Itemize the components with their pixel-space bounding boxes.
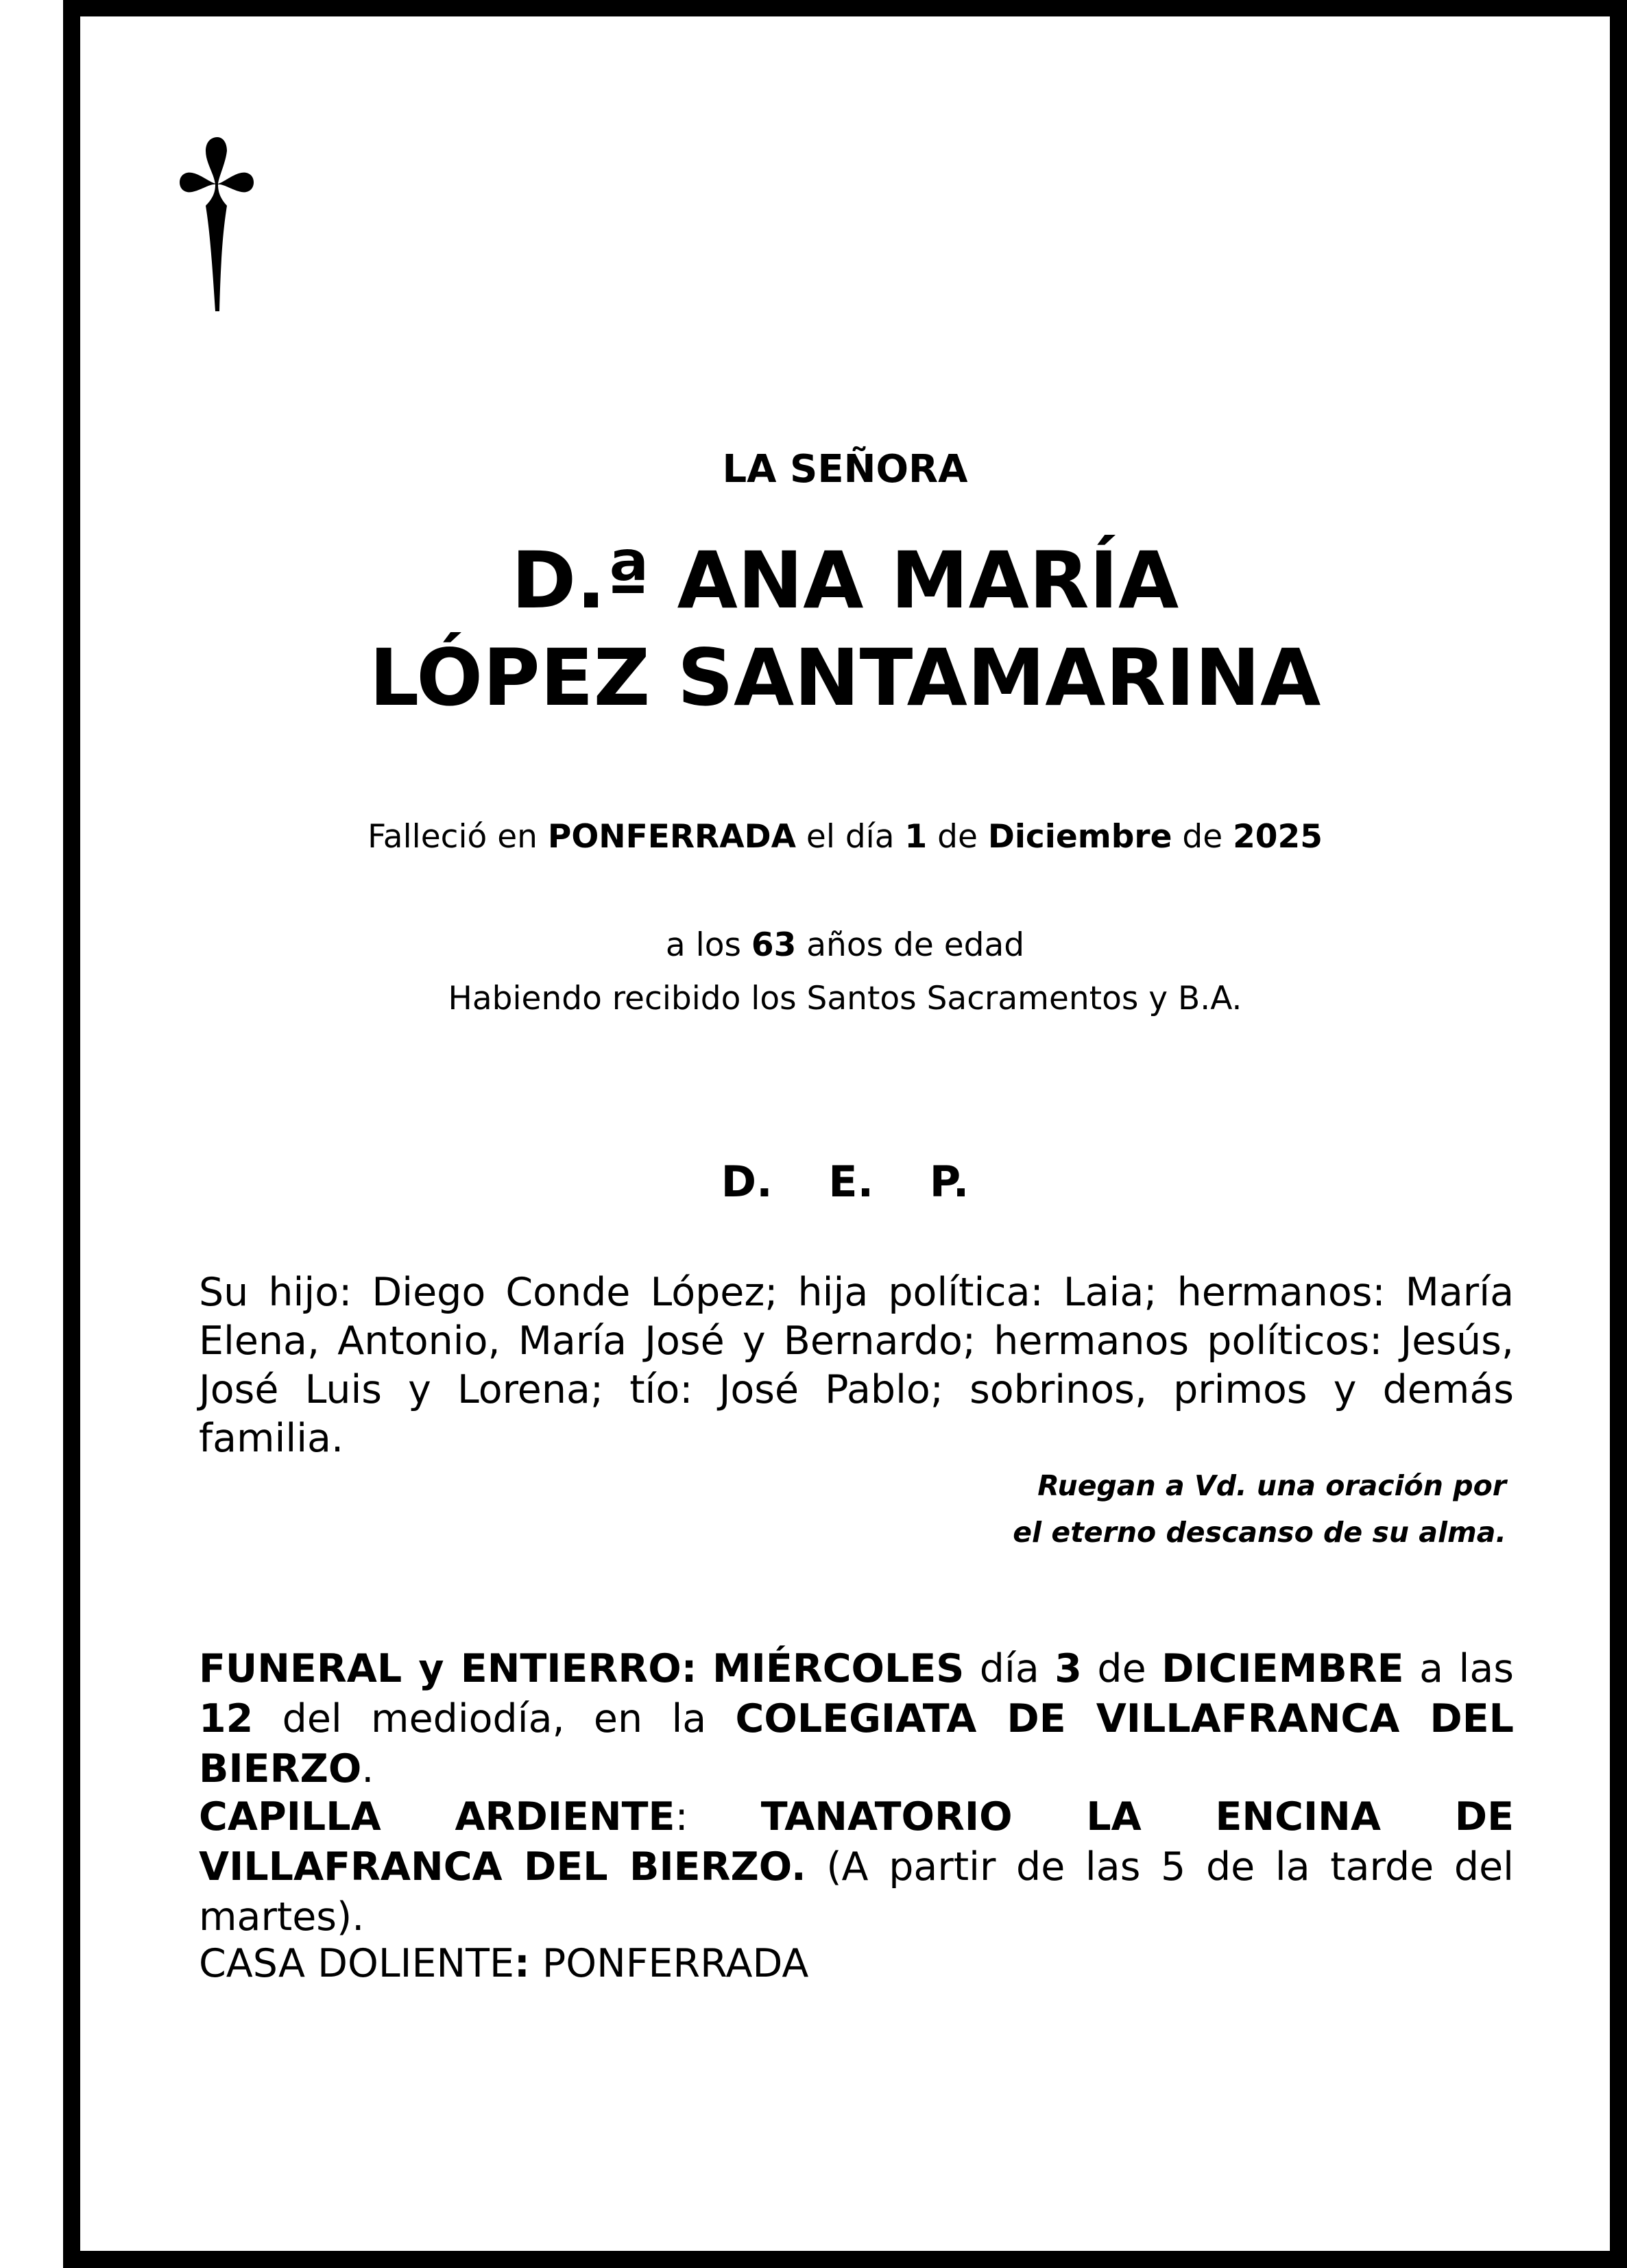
border-left [63, 0, 80, 2268]
prayer-line-1: Ruegan a Vd. una oración por [1037, 1469, 1506, 1502]
border-top [63, 0, 1627, 16]
text: Falleció en [367, 818, 548, 856]
funeral-place: COLEGIATA DE VILLAFRANCA DEL BIERZO [199, 1696, 1514, 1792]
text: de [927, 818, 988, 856]
mourning-house-value: PONFERRADA [529, 1941, 809, 1986]
chapel-label: CAPILLA ARDIENTE [199, 1794, 675, 1839]
sacraments-line: Habiendo recibido los Santos Sacramentos y B.A. [448, 980, 1242, 1017]
border-right [1610, 0, 1627, 2268]
funeral-label: FUNERAL y ENTIERRO: [199, 1646, 697, 1691]
funeral-hour: 12 [199, 1696, 254, 1741]
text: de [1081, 1646, 1162, 1691]
deceased-name-line-1: D.ª ANA MARÍA [511, 535, 1179, 626]
mourning-house-info [199, 1939, 1514, 1989]
age-value: 63 [751, 926, 797, 964]
age-line [80, 926, 1610, 964]
family-paragraph: Su hijo: Diego Conde López; hija política: Laia; hermanos: María Elena, Antonio, María José y Bernardo; hermanos políticos: Jesús, José Luis y Lorena; tío: José Pablo; sobrinos, primos y demás familia. [199, 1270, 1514, 1461]
chapel-info [199, 1792, 1514, 1942]
text: a los [665, 926, 751, 964]
text: . [361, 1746, 374, 1792]
funeral-weekday: MIÉRCOLES [712, 1646, 965, 1691]
cross-icon [180, 136, 255, 313]
text: años de edad [796, 926, 1025, 964]
death-month: Diciembre [987, 818, 1172, 856]
text: a las [1403, 1646, 1514, 1691]
death-date-line [80, 818, 1610, 856]
chapel-place: TANATORIO LA ENCINA DE VILLAFRANCA DEL BIERZO. [199, 1794, 1515, 1890]
deceased-name-line-2: LÓPEZ SANTAMARINA [369, 632, 1321, 723]
text: de [1172, 818, 1233, 856]
chapel-note: (A partir de las 5 de la tarde del martes). [199, 1844, 1514, 1940]
border-bottom [63, 2251, 1627, 2268]
death-year: 2025 [1233, 818, 1323, 856]
funeral-month: DICIEMBRE [1161, 1646, 1404, 1691]
death-day: 1 [904, 818, 928, 856]
text: : [675, 1794, 761, 1839]
text: el día [795, 818, 905, 856]
dep-initials: D. E. P. [721, 1157, 969, 1207]
prayer-request [1013, 1462, 1506, 1556]
text: día [964, 1646, 1055, 1691]
prayer-line-2: el eterno descanso de su alma. [1013, 1516, 1506, 1549]
mourning-house-label: CASA DOLIENTE [199, 1941, 514, 1986]
funeral-day: 3 [1054, 1646, 1082, 1691]
text: del mediodía, en la [253, 1696, 736, 1741]
title-prefix: LA SEÑORA [722, 447, 968, 492]
funeral-info [199, 1644, 1514, 1794]
death-place: PONFERRADA [547, 818, 796, 856]
text: : [514, 1941, 530, 1986]
